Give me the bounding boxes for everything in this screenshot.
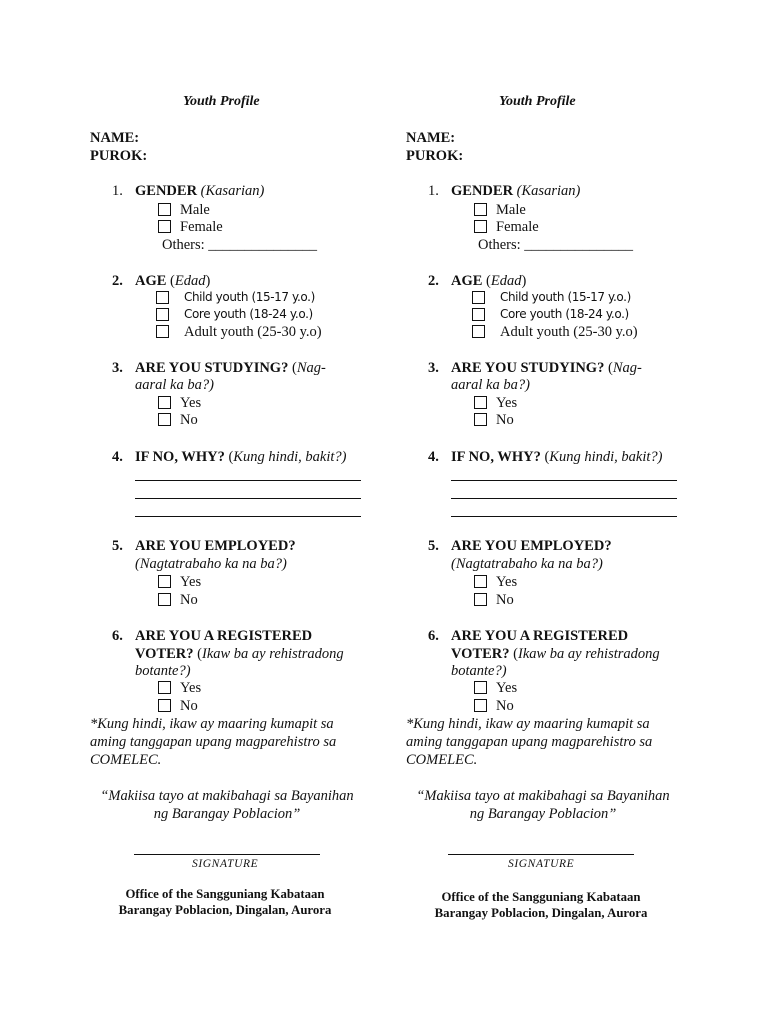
child-youth-checkbox[interactable] xyxy=(156,291,169,304)
studying-no-label: No xyxy=(496,412,514,428)
q3-question xyxy=(451,360,642,377)
q2-label: AGE xyxy=(451,273,483,289)
q1-label: GENDER xyxy=(135,183,198,199)
reason-line-3[interactable] xyxy=(135,516,361,517)
adult-youth-checkbox[interactable] xyxy=(472,325,485,338)
q2-question xyxy=(135,273,210,290)
employed-no-label: No xyxy=(496,592,514,608)
employed-yes-label: Yes xyxy=(180,574,202,590)
slogan-line-2: ng Barangay Poblacion” xyxy=(153,806,301,822)
q2-paren-open: ( xyxy=(170,273,175,289)
q4-question xyxy=(451,449,662,466)
employed-no-checkbox[interactable] xyxy=(474,593,487,606)
q6-line-2 xyxy=(451,646,660,663)
q2-question xyxy=(451,273,526,290)
q5-label: ARE YOU EMPLOYED? xyxy=(135,538,296,554)
q5-translation: (Nagtatrabaho ka na ba?) xyxy=(451,556,603,572)
q2-number: 2. xyxy=(112,273,123,289)
child-youth-label: Child youth (15-17 y.o.) xyxy=(500,290,631,304)
slogan-line-1: “Makiisa tayo at makibahagi sa Bayanihan xyxy=(100,788,354,804)
q4-translation: Kung hindi, bakit?) xyxy=(549,449,663,465)
reason-line-2[interactable] xyxy=(451,498,677,499)
q3-paren-open: ( xyxy=(291,360,297,376)
q6-translation-2: botante?) xyxy=(135,663,191,679)
adult-youth-label: Adult youth (25-30 y.o) xyxy=(500,324,638,340)
note-line-1: *Kung hindi, ikaw ay maaring kumapit sa xyxy=(90,716,334,732)
note-line-2: aming tanggapan upang magparehistro sa xyxy=(406,734,653,750)
q2-paren-open: ( xyxy=(486,273,491,289)
signature-line[interactable] xyxy=(448,854,634,855)
employed-yes-checkbox[interactable] xyxy=(474,575,487,588)
voter-yes-label: Yes xyxy=(496,680,518,696)
signature-label: SIGNATURE xyxy=(192,858,259,870)
q6-label-2: VOTER? xyxy=(451,646,510,662)
q3-translation-1: Nag- xyxy=(296,360,326,376)
q3-paren-open: ( xyxy=(607,360,613,376)
note-line-1: *Kung hindi, ikaw ay maaring kumapit sa xyxy=(406,716,650,732)
name-label: NAME: xyxy=(406,130,456,146)
purok-label: PUROK: xyxy=(90,148,148,164)
reason-line-1[interactable] xyxy=(451,480,677,481)
core-youth-checkbox[interactable] xyxy=(472,308,485,321)
q3-label: ARE YOU STUDYING? xyxy=(451,360,605,376)
q6-translation-2: botante?) xyxy=(451,663,507,679)
note-line-3: COMELEC. xyxy=(90,752,162,768)
child-youth-checkbox[interactable] xyxy=(472,291,485,304)
employed-yes-checkbox[interactable] xyxy=(158,575,171,588)
others-field[interactable]: Others: _______________ xyxy=(162,237,318,253)
q6-paren-open: ( xyxy=(197,646,202,662)
male-checkbox[interactable] xyxy=(474,203,487,216)
others-field[interactable]: Others: _______________ xyxy=(478,237,634,253)
q2-translation: Edad xyxy=(174,273,206,289)
youth-profile-form-left xyxy=(90,0,390,1024)
office-line-2: Barangay Poblacion, Dingalan, Aurora xyxy=(434,906,648,920)
q6-paren-open: ( xyxy=(513,646,518,662)
reason-line-2[interactable] xyxy=(135,498,361,499)
name-label: NAME: xyxy=(90,130,140,146)
q6-translation-1: Ikaw ba ay rehistradong xyxy=(202,646,344,662)
form-title: Youth Profile xyxy=(183,94,260,109)
q4-number: 4. xyxy=(428,449,439,465)
q3-label: ARE YOU STUDYING? xyxy=(135,360,289,376)
q4-number: 4. xyxy=(112,449,123,465)
voter-no-checkbox[interactable] xyxy=(474,699,487,712)
female-label: Female xyxy=(496,219,539,235)
q6-label-1: ARE YOU A REGISTERED xyxy=(451,628,629,644)
female-checkbox[interactable] xyxy=(158,220,171,233)
signature-line[interactable] xyxy=(134,854,320,855)
q3-translation-2: aaral ka ba?) xyxy=(135,377,214,393)
core-youth-label: Core youth (18-24 y.o.) xyxy=(500,307,629,321)
q4-paren-open: ( xyxy=(544,449,550,465)
voter-no-checkbox[interactable] xyxy=(158,699,171,712)
adult-youth-label: Adult youth (25-30 y.o) xyxy=(184,324,322,340)
adult-youth-checkbox[interactable] xyxy=(156,325,169,338)
employed-no-checkbox[interactable] xyxy=(158,593,171,606)
q1-label: GENDER xyxy=(451,183,514,199)
q1-translation: (Kasarian) xyxy=(516,183,581,199)
studying-yes-label: Yes xyxy=(180,395,202,411)
q1-number: 1. xyxy=(112,183,123,199)
q5-number: 5. xyxy=(428,538,439,554)
studying-yes-checkbox[interactable] xyxy=(158,396,171,409)
female-label: Female xyxy=(180,219,223,235)
q2-number: 2. xyxy=(428,273,439,289)
q6-number: 6. xyxy=(428,628,439,644)
q1-question xyxy=(135,183,264,200)
form-title: Youth Profile xyxy=(499,94,576,109)
male-checkbox[interactable] xyxy=(158,203,171,216)
core-youth-label: Core youth (18-24 y.o.) xyxy=(184,307,313,321)
reason-line-3[interactable] xyxy=(451,516,677,517)
female-checkbox[interactable] xyxy=(474,220,487,233)
voter-yes-checkbox[interactable] xyxy=(158,681,171,694)
signature-label: SIGNATURE xyxy=(508,858,575,870)
reason-line-1[interactable] xyxy=(135,480,361,481)
voter-no-label: No xyxy=(180,698,198,714)
q5-translation: (Nagtatrabaho ka na ba?) xyxy=(135,556,287,572)
q4-question xyxy=(135,449,346,466)
note-line-2: aming tanggapan upang magparehistro sa xyxy=(90,734,337,750)
studying-no-label: No xyxy=(180,412,198,428)
q4-paren-open: ( xyxy=(228,449,234,465)
office-line-1: Office of the Sangguniang Kabataan xyxy=(125,887,325,901)
q5-label: ARE YOU EMPLOYED? xyxy=(451,538,612,554)
youth-profile-form-right xyxy=(406,0,706,1024)
q3-number: 3. xyxy=(112,360,123,376)
voter-yes-label: Yes xyxy=(180,680,202,696)
q1-question xyxy=(451,183,580,200)
q3-translation-2: aaral ka ba?) xyxy=(451,377,530,393)
q4-label: IF NO, WHY? xyxy=(451,449,541,465)
q2-translation: Edad xyxy=(490,273,522,289)
office-line-1: Office of the Sangguniang Kabataan xyxy=(441,890,641,904)
q2-label: AGE xyxy=(135,273,167,289)
q4-label: IF NO, WHY? xyxy=(135,449,225,465)
q3-question xyxy=(135,360,326,377)
child-youth-label: Child youth (15-17 y.o.) xyxy=(184,290,315,304)
q2-paren-close: ) xyxy=(205,273,211,289)
q2-paren-close: ) xyxy=(521,273,527,289)
employed-no-label: No xyxy=(180,592,198,608)
office-line-2: Barangay Poblacion, Dingalan, Aurora xyxy=(118,903,332,917)
q6-label-1: ARE YOU A REGISTERED xyxy=(135,628,313,644)
q4-translation: Kung hindi, bakit?) xyxy=(233,449,347,465)
core-youth-checkbox[interactable] xyxy=(156,308,169,321)
q3-number: 3. xyxy=(428,360,439,376)
male-label: Male xyxy=(180,202,210,218)
male-label: Male xyxy=(496,202,526,218)
studying-yes-label: Yes xyxy=(496,395,518,411)
q1-number: 1. xyxy=(428,183,439,199)
q1-translation: (Kasarian) xyxy=(200,183,265,199)
slogan-line-1: “Makiisa tayo at makibahagi sa Bayanihan xyxy=(416,788,670,804)
purok-label: PUROK: xyxy=(406,148,464,164)
voter-no-label: No xyxy=(496,698,514,714)
studying-yes-checkbox[interactable] xyxy=(474,396,487,409)
studying-no-checkbox[interactable] xyxy=(474,413,487,426)
q3-translation-1: Nag- xyxy=(612,360,642,376)
studying-no-checkbox[interactable] xyxy=(158,413,171,426)
note-line-3: COMELEC. xyxy=(406,752,478,768)
slogan-line-2: ng Barangay Poblacion” xyxy=(469,806,617,822)
voter-yes-checkbox[interactable] xyxy=(474,681,487,694)
q6-label-2: VOTER? xyxy=(135,646,194,662)
q6-translation-1: Ikaw ba ay rehistradong xyxy=(518,646,660,662)
q6-line-2 xyxy=(135,646,344,663)
employed-yes-label: Yes xyxy=(496,574,518,590)
q6-number: 6. xyxy=(112,628,123,644)
q5-number: 5. xyxy=(112,538,123,554)
